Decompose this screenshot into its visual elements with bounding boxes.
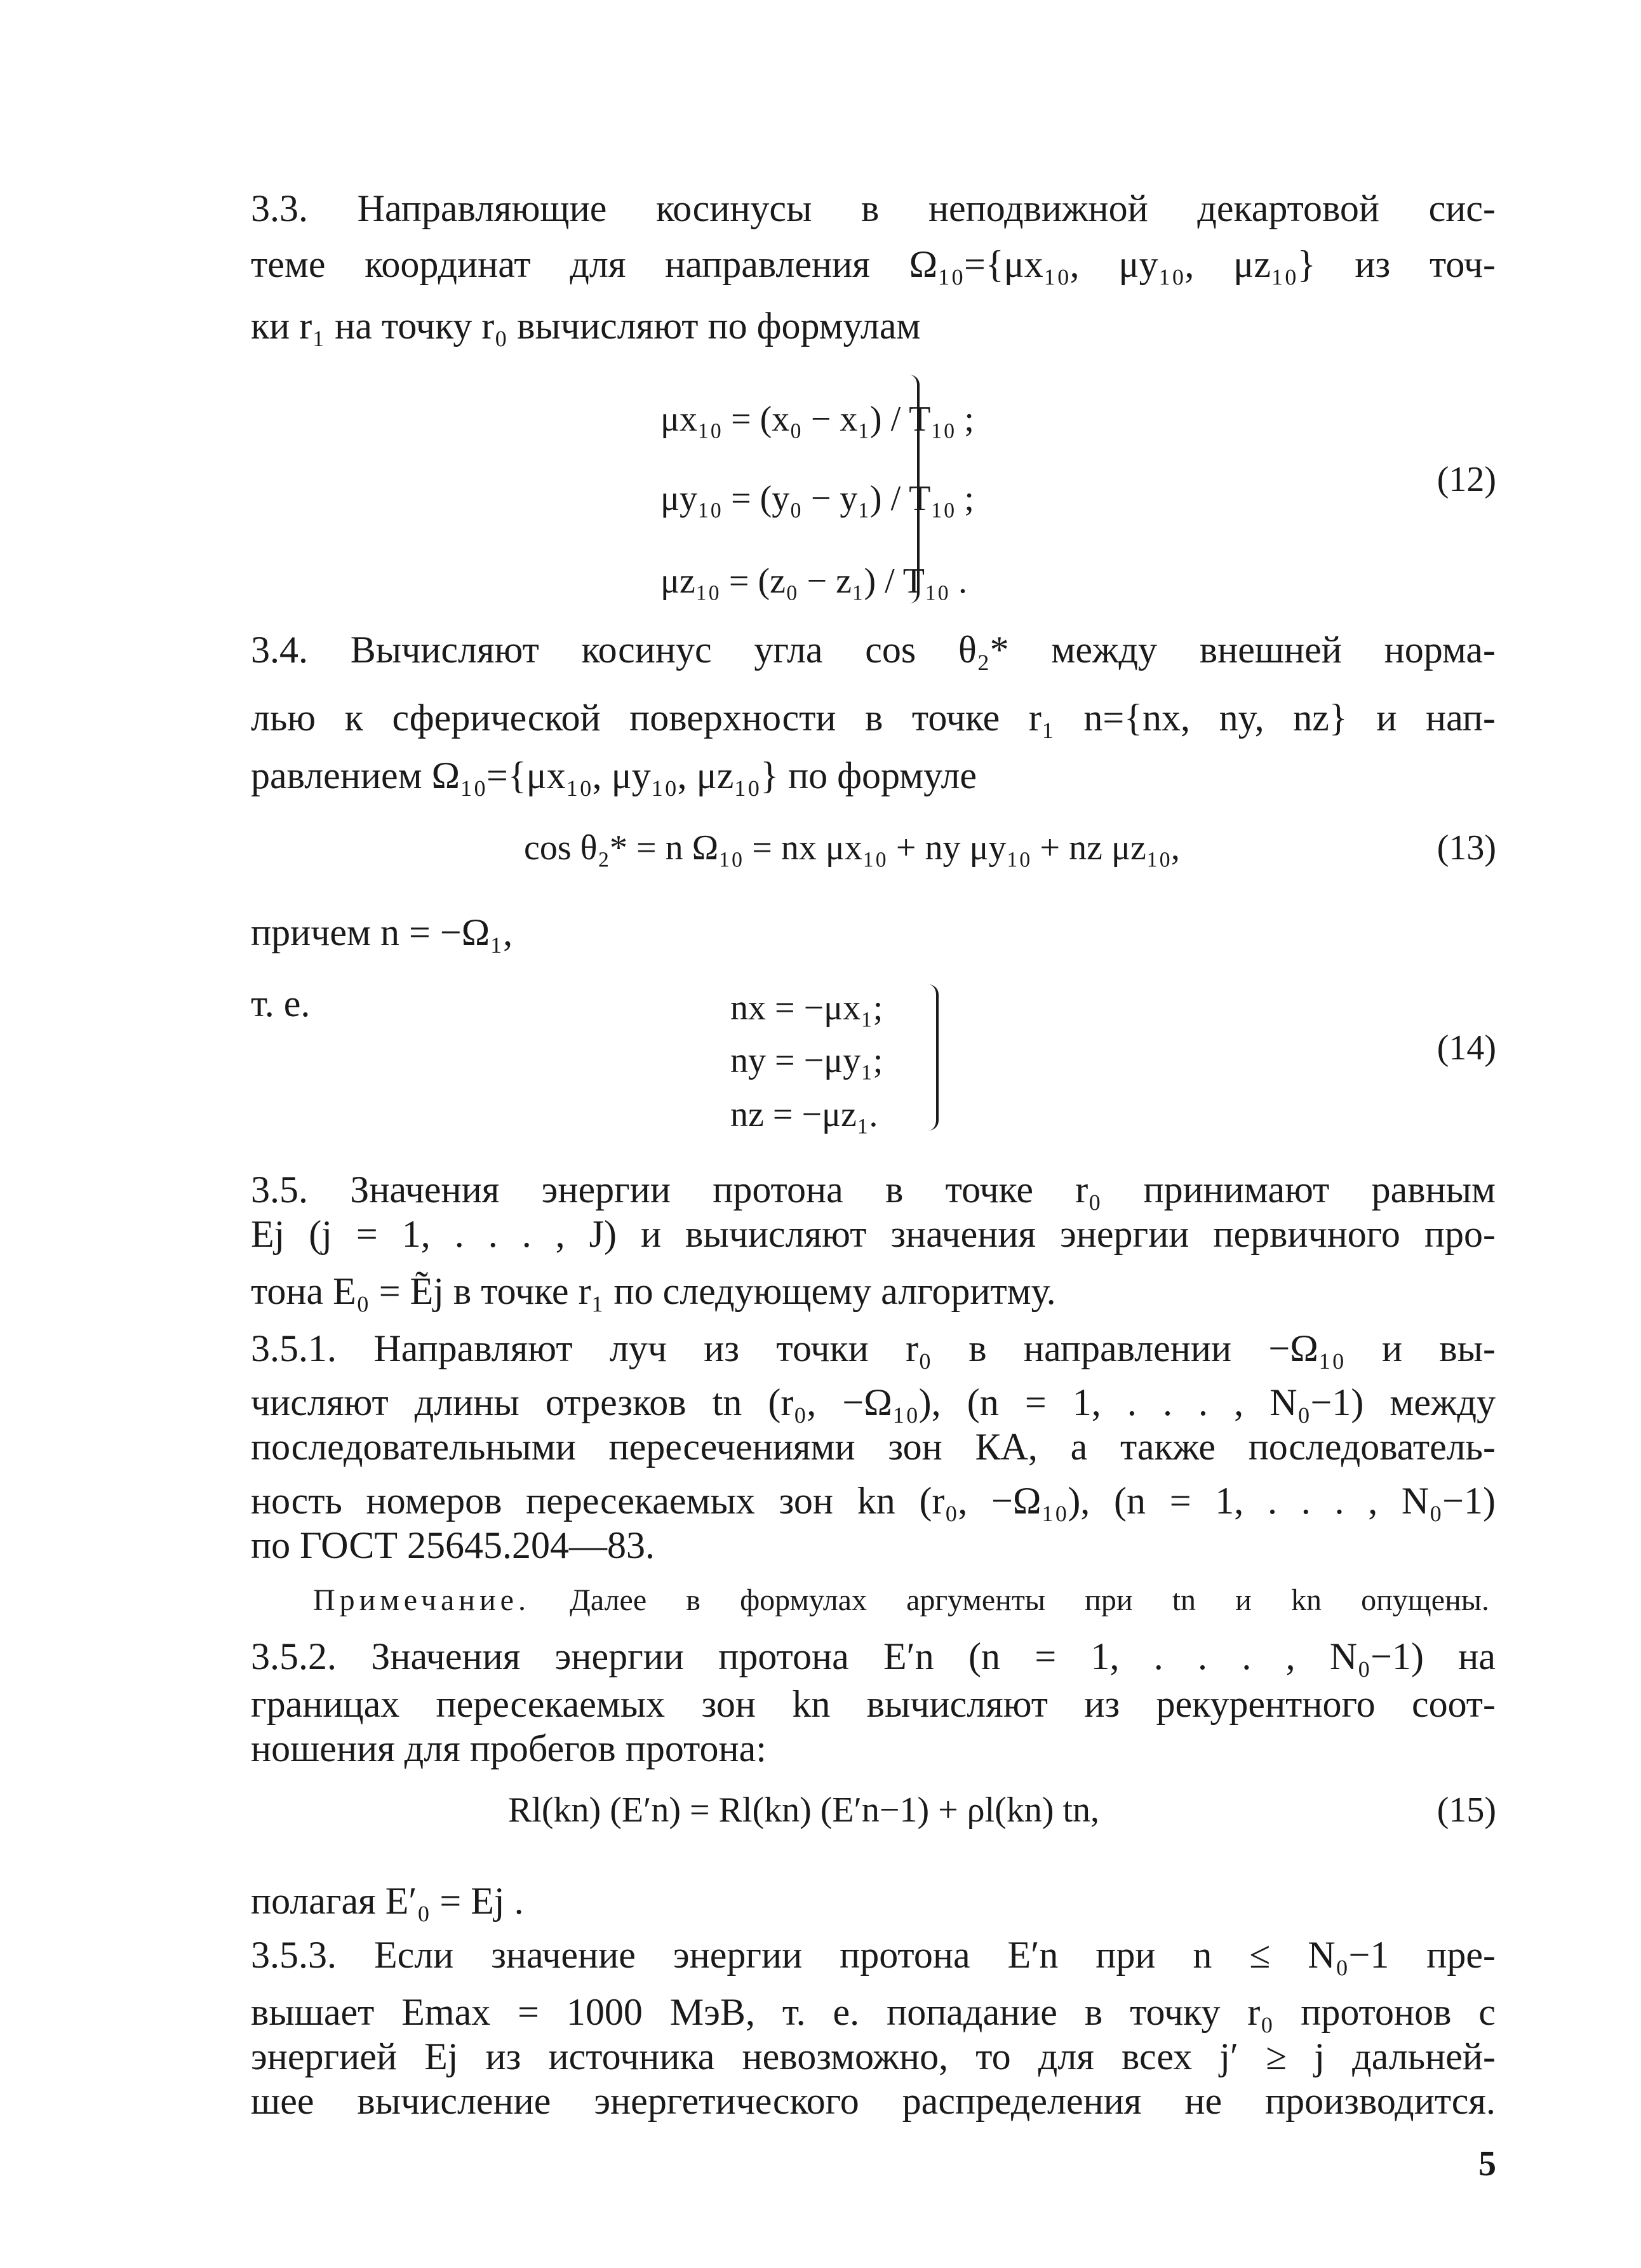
- paragraph-line: Ej (j = 1, . . . , J) и вычисляют значения энергии первичного про-: [251, 1213, 1496, 1255]
- note-label: Примечание.: [313, 1583, 530, 1617]
- paragraph-line: 3.4. Вычисляют косинус угла cos θ₂* между внешней норма-: [251, 629, 1496, 671]
- note: [313, 1581, 1489, 1620]
- equation-label: т. е.: [251, 983, 311, 1024]
- equation-number: (12): [1437, 460, 1496, 499]
- paragraph-line: лью к сферической поверхности в точке r₁ n={nx, ny, nz} и нап-: [251, 697, 1496, 739]
- equation-line: nz = −μz₁.: [730, 1095, 878, 1134]
- paragraph-line: 3.5. Значения энергии протона в точке r₀ принимают равным: [251, 1169, 1496, 1211]
- paragraph-line: тона E₀ = Ẽj в точке r₁ по следующему алгоритму.: [251, 1270, 1056, 1312]
- equation-number: (15): [1437, 1790, 1496, 1830]
- paragraph-line: числяют длины отрезков tn (r₀, −Ω₁₀), (n = 1, . . . , N₀−1) между: [251, 1381, 1496, 1423]
- equation-line: μx₁₀ = (x₀ − x₁) / T₁₀ ;: [660, 399, 974, 439]
- paragraph-line: полагая E′₀ = Ej .: [251, 1880, 524, 1922]
- equation-line: μy₁₀ = (y₀ − y₁) / T₁₀ ;: [660, 479, 974, 518]
- paragraph-line: 3.3. Направляющие косинусы в неподвижной декартовой сис-: [251, 187, 1496, 229]
- equation-line: ny = −μy₁;: [730, 1041, 883, 1080]
- paragraph-line: границах пересекаемых зон kn вычисляют из рекурентного соот-: [251, 1683, 1496, 1725]
- paragraph-line: причем n = −Ω₁,: [251, 911, 513, 953]
- paragraph-line: энергией Ej из источника невозможно, то для всех j′ ≥ j дальней-: [251, 2036, 1496, 2077]
- paragraph-line: равлением Ω₁₀={μx₁₀, μy₁₀, μz₁₀} по формуле: [251, 755, 977, 796]
- paragraph-line: ность номеров пересекаемых зон kn (r₀, −Ω₁₀), (n = 1, . . . , N₀−1): [251, 1480, 1496, 1522]
- paragraph-line: по ГОСТ 25645.204—83.: [251, 1524, 655, 1566]
- paragraph-line: 3.5.3. Если значение энергии протона E′n при n ≤ N₀−1 пре-: [251, 1934, 1496, 1976]
- paragraph-line: шее вычисление энергетического распределения не производится.: [251, 2080, 1496, 2122]
- paragraph-line: последовательными пересечениями зон КА, а также последователь-: [251, 1426, 1496, 1468]
- paragraph-line: 3.5.1. Направляют луч из точки r₀ в направлении −Ω₁₀ и вы-: [251, 1327, 1496, 1369]
- paragraph-line: 3.5.2. Значения энергии протона E′n (n = 1, . . . , N₀−1) на: [251, 1635, 1496, 1677]
- right-brace: [908, 375, 920, 603]
- paragraph-line: ношения для пробегов протона:: [251, 1728, 767, 1769]
- paragraph-line: ки r₁ на точку r₀ вычисляют по формулам: [251, 305, 921, 347]
- equation-number: (14): [1437, 1028, 1496, 1068]
- equation-line: μz₁₀ = (z₀ − z₁) / T₁₀ .: [660, 561, 967, 601]
- right-brace: [927, 984, 939, 1131]
- equation-number: (13): [1437, 828, 1496, 868]
- paragraph-line: вышает Emax = 1000 МэВ, т. е. попадание в точку r₀ протонов с: [251, 1991, 1496, 2033]
- equation-line: nx = −μx₁;: [730, 988, 883, 1028]
- equation-line: cos θ₂* = n Ω₁₀ = nx μx₁₀ + ny μy₁₀ + nz μz₁₀,: [524, 828, 1180, 868]
- paragraph-line: теме координат для направления Ω₁₀={μx₁₀, μy₁₀, μz₁₀} из точ-: [251, 243, 1496, 285]
- note-text: Далее в формулах аргументы при tn и kn опущены.: [570, 1583, 1490, 1617]
- page-number: 5: [1478, 2144, 1496, 2184]
- equation-line: Rl(kn) (E′n) = Rl(kn) (E′n−1) + ρl(kn) tn,: [508, 1790, 1100, 1830]
